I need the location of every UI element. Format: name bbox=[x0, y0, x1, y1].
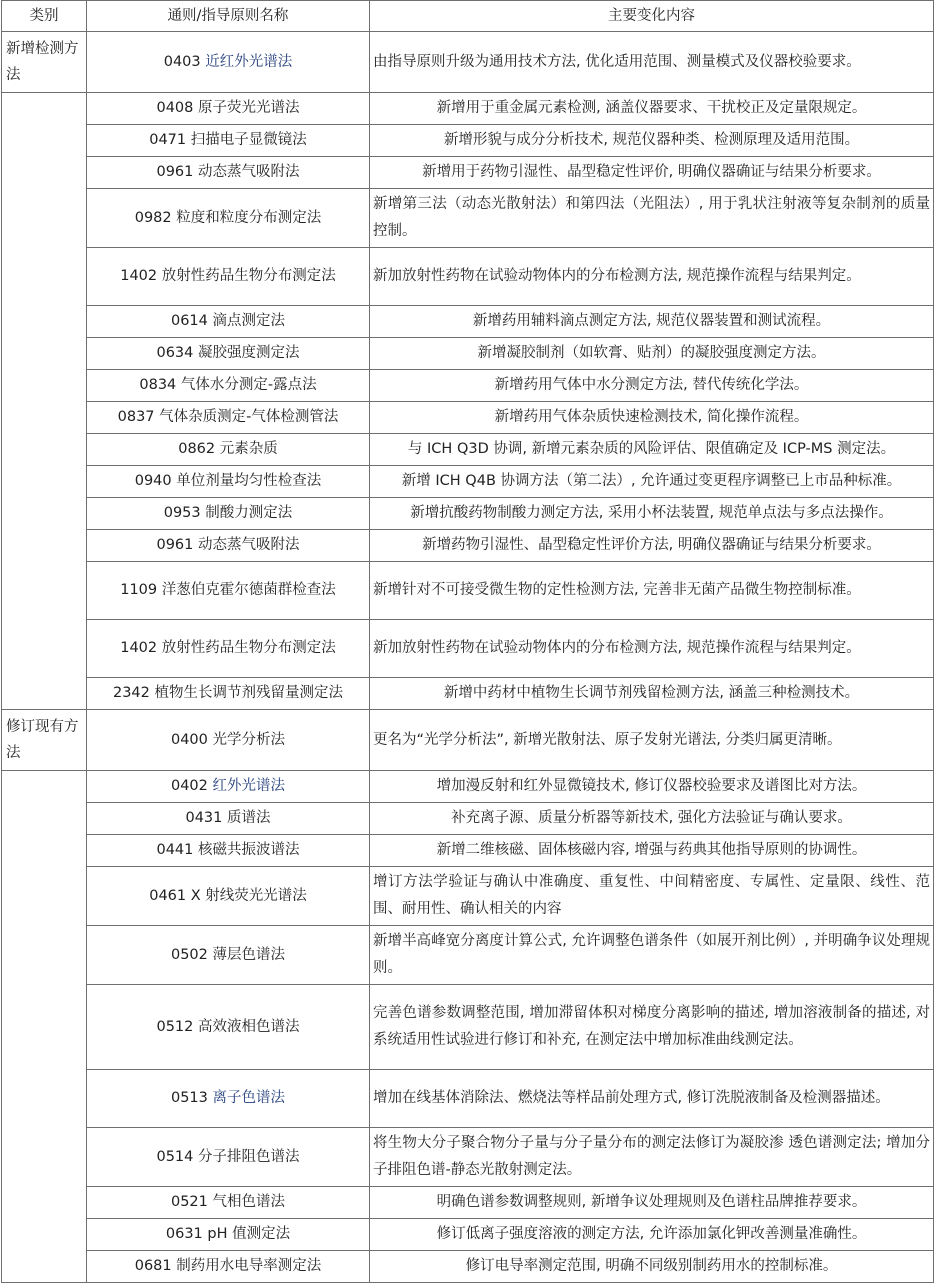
guideline-code: 0431 bbox=[185, 810, 223, 826]
guideline-code: 1109 bbox=[120, 582, 158, 598]
table-row bbox=[2, 562, 934, 620]
table-row bbox=[2, 620, 934, 678]
table-row bbox=[2, 498, 934, 530]
guideline-code: 0461 bbox=[149, 887, 187, 904]
table-row bbox=[2, 157, 934, 189]
change-description: 更名为“光学分析法”, 新增光散射法、原子发射光谱法, 分类归属更清晰。 bbox=[370, 710, 934, 771]
guideline-name-cell bbox=[87, 678, 370, 710]
change-description: 新增第三法（动态光散射法）和第四法（光阻法）, 用于乳状注射液等复杂制剂的质量控制。 bbox=[370, 189, 934, 248]
guideline-name-cell bbox=[87, 710, 370, 771]
guideline-code: 0982 bbox=[134, 209, 172, 226]
guideline-title: 放射性药品生物分布测定法 bbox=[161, 640, 336, 656]
header-category: 类别 bbox=[2, 1, 87, 32]
guideline-title: 气体杂质测定-气体检测管法 bbox=[159, 409, 339, 425]
change-description: 新增药用气体中水分测定方法, 替代传统化学法。 bbox=[370, 370, 934, 402]
guideline-name-cell bbox=[87, 1251, 370, 1283]
guideline-name-cell bbox=[87, 926, 370, 985]
guideline-name-cell bbox=[87, 466, 370, 498]
table-row bbox=[2, 985, 934, 1070]
guideline-title: 气相色谱法 bbox=[212, 1194, 285, 1210]
change-description: 新增抗酸药物制酸力测定方法, 采用小杯法装置, 规范单点法与多点法操作。 bbox=[370, 498, 934, 530]
guideline-code: 0631 bbox=[165, 1226, 203, 1242]
guideline-name-cell bbox=[87, 248, 370, 306]
change-description: 将生物大分子聚合物分子量与分子量分布的测定法修订为凝胶渗 透色谱测定法; 增加分子排阻色谱-静态光散射测定法。 bbox=[370, 1128, 934, 1187]
guideline-title: 动态蒸气吸附法 bbox=[198, 164, 300, 180]
table-row bbox=[2, 93, 934, 125]
guideline-name-cell bbox=[87, 620, 370, 678]
change-description: 明确色谱参数调整规则, 新增争议处理规则及色谱柱品牌推荐要求。 bbox=[370, 1187, 934, 1219]
guideline-title: 粒度和粒度分布测定法 bbox=[176, 209, 322, 226]
guideline-code: 0862 bbox=[178, 441, 216, 457]
table-row bbox=[2, 803, 934, 835]
guideline-title: 气体水分测定-露点法 bbox=[180, 377, 317, 393]
table-row bbox=[2, 370, 934, 402]
guideline-code: 0403 bbox=[163, 53, 201, 70]
guideline-title: X 射线荧光光谱法 bbox=[190, 887, 307, 904]
guideline-name-cell bbox=[87, 985, 370, 1070]
change-description: 新增凝胶制剂（如软膏、贴剂）的凝胶强度测定方法。 bbox=[370, 338, 934, 370]
change-description: 新增 ICH Q4B 协调方法（第二法）, 允许通过变更程序调整已上市品种标准。 bbox=[370, 466, 934, 498]
change-description: 由指导原则升级为通用技术方法, 优化适用范围、测量模式及仪器校验要求。 bbox=[370, 32, 934, 93]
guideline-title: 薄层色谱法 bbox=[212, 946, 285, 963]
guideline-title: 放射性药品生物分布测定法 bbox=[161, 268, 336, 284]
change-description: 新增用于重金属元素检测, 涵盖仪器要求、干扰校正及定量限规定。 bbox=[370, 93, 934, 125]
change-description: 完善色谱参数调整范围, 增加滞留体积对梯度分离影响的描述, 增加溶液制备的描述, 对系统适用性试验进行修订和补充, 在测定法中增加标准曲线测定法。 bbox=[370, 985, 934, 1070]
guideline-title: 核磁共振波谱法 bbox=[198, 842, 300, 858]
guideline-code: 0514 bbox=[156, 1148, 194, 1165]
guideline-name-cell bbox=[87, 338, 370, 370]
guideline-name-cell bbox=[87, 530, 370, 562]
guideline-name-cell bbox=[87, 32, 370, 93]
guideline-code: 2342 bbox=[112, 685, 150, 701]
guideline-name-cell bbox=[87, 306, 370, 338]
change-description: 新增药用气体杂质快速检测技术, 简化操作流程。 bbox=[370, 402, 934, 434]
guideline-name-cell bbox=[87, 498, 370, 530]
guideline-name-cell bbox=[87, 562, 370, 620]
guideline-name-cell bbox=[87, 434, 370, 466]
guideline-name-cell bbox=[87, 1219, 370, 1251]
table-row bbox=[2, 530, 934, 562]
change-description: 修订低离子强度溶液的测定方法, 允许添加氯化钾改善测量准确性。 bbox=[370, 1219, 934, 1251]
change-description: 新增形貌与成分分析技术, 规范仪器种类、检测原理及适用范围。 bbox=[370, 125, 934, 157]
table-row bbox=[2, 338, 934, 370]
guideline-title: 质谱法 bbox=[227, 810, 271, 826]
guideline-name-cell bbox=[87, 1187, 370, 1219]
table-body bbox=[2, 32, 934, 1283]
guideline-code: 0614 bbox=[170, 313, 208, 329]
category-cell-spacer bbox=[2, 771, 87, 1283]
guideline-name-cell bbox=[87, 771, 370, 803]
change-description: 新增中药材中植物生长调节剂残留检测方法, 涵盖三种检测技术。 bbox=[370, 678, 934, 710]
guideline-code: 0471 bbox=[149, 132, 187, 148]
change-description: 新增半高峰宽分离度计算公式, 允许调整色谱条件（如展开剂比例）, 并明确争议处理规则。 bbox=[370, 926, 934, 985]
table-row bbox=[2, 926, 934, 985]
guideline-code: 0408 bbox=[156, 100, 194, 116]
category-cell-spacer bbox=[2, 93, 87, 710]
table-row bbox=[2, 32, 934, 93]
header-name: 通则/指导原则名称 bbox=[87, 1, 370, 32]
table-row bbox=[2, 771, 934, 803]
guideline-code: 0837 bbox=[117, 409, 155, 425]
guideline-name-cell bbox=[87, 125, 370, 157]
guideline-title: 原子荧光光谱法 bbox=[198, 100, 300, 116]
table-row bbox=[2, 867, 934, 926]
table-row bbox=[2, 710, 934, 771]
category-cell: 修订现有方法 bbox=[2, 710, 87, 771]
guideline-name-cell bbox=[87, 867, 370, 926]
guideline-code: 0502 bbox=[170, 946, 208, 963]
guideline-name-cell bbox=[87, 803, 370, 835]
guideline-title[interactable]: 近红外光谱法 bbox=[205, 53, 293, 70]
change-description: 新增药用辅料滴点测定方法, 规范仪器装置和测试流程。 bbox=[370, 306, 934, 338]
guideline-code: 0961 bbox=[156, 164, 194, 180]
guideline-code: 0402 bbox=[170, 778, 208, 794]
table-row bbox=[2, 1219, 934, 1251]
guideline-code: 0400 bbox=[170, 731, 208, 748]
guideline-code: 0513 bbox=[170, 1090, 208, 1106]
guideline-title: 扫描电子显微镜法 bbox=[190, 132, 307, 148]
guideline-code: 0634 bbox=[156, 345, 194, 361]
table-row bbox=[2, 466, 934, 498]
guideline-code: 0940 bbox=[134, 473, 172, 489]
category-cell: 新增检测方法 bbox=[2, 32, 87, 93]
change-description: 补充离子源、质量分析器等新技术, 强化方法验证与确认要求。 bbox=[370, 803, 934, 835]
table-row bbox=[2, 434, 934, 466]
guideline-title: 制药用水电导率测定法 bbox=[176, 1258, 322, 1274]
table-row bbox=[2, 678, 934, 710]
table-row bbox=[2, 189, 934, 248]
change-description: 新增用于药物引湿性、晶型稳定性评价, 明确仪器确证与结果分析要求。 bbox=[370, 157, 934, 189]
table-row bbox=[2, 835, 934, 867]
guideline-title[interactable]: 红外光谱法 bbox=[212, 778, 285, 794]
table-row bbox=[2, 1187, 934, 1219]
change-description: 新增针对不可接受微生物的定性检测方法, 完善非无菌产品微生物控制标准。 bbox=[370, 562, 934, 620]
guideline-name-cell bbox=[87, 157, 370, 189]
guideline-name-cell bbox=[87, 370, 370, 402]
guideline-title: pH 值测定法 bbox=[207, 1226, 291, 1242]
table-row bbox=[2, 402, 934, 434]
guideline-title: 制酸力测定法 bbox=[205, 505, 293, 521]
table-header-row bbox=[2, 1, 934, 32]
change-description: 新加放射性药物在试验动物体内的分布检测方法, 规范操作流程与结果判定。 bbox=[370, 248, 934, 306]
guideline-title: 分子排阻色谱法 bbox=[198, 1148, 300, 1165]
guideline-title: 洋葱伯克霍尔德菌群检查法 bbox=[161, 582, 336, 598]
change-description: 增加在线基体消除法、燃烧法等样品前处理方式, 修订洗脱液制备及检测器描述。 bbox=[370, 1070, 934, 1128]
guideline-title: 光学分析法 bbox=[212, 731, 285, 748]
guideline-code: 1402 bbox=[120, 268, 158, 284]
guideline-code: 0834 bbox=[139, 377, 177, 393]
guideline-code: 0681 bbox=[134, 1258, 172, 1274]
guideline-title: 高效液相色谱法 bbox=[198, 1018, 300, 1035]
change-description: 新增二维核磁、固体核磁内容, 增强与药典其他指导原则的协调性。 bbox=[370, 835, 934, 867]
guideline-title: 滴点测定法 bbox=[212, 313, 285, 329]
table-row bbox=[2, 125, 934, 157]
change-description: 增订方法学验证与确认中准确度、重复性、中间精密度、专属性、定量限、线性、范围、耐用性、确认相关的内容 bbox=[370, 867, 934, 926]
guideline-code: 0512 bbox=[156, 1018, 194, 1035]
guideline-title: 动态蒸气吸附法 bbox=[198, 537, 300, 553]
guideline-code: 0953 bbox=[163, 505, 201, 521]
table-row bbox=[2, 306, 934, 338]
change-description: 增加漫反射和红外显微镜技术, 修订仪器校验要求及谱图比对方法。 bbox=[370, 771, 934, 803]
table-row bbox=[2, 248, 934, 306]
header-change: 主要变化内容 bbox=[370, 1, 934, 32]
guideline-title: 凝胶强度测定法 bbox=[198, 345, 300, 361]
table-row bbox=[2, 1128, 934, 1187]
table-row bbox=[2, 1070, 934, 1128]
guideline-name-cell bbox=[87, 189, 370, 248]
guideline-code: 0521 bbox=[170, 1194, 208, 1210]
change-description: 新增药物引湿性、晶型稳定性评价方法, 明确仪器确证与结果分析要求。 bbox=[370, 530, 934, 562]
change-description: 新加放射性药物在试验动物体内的分布检测方法, 规范操作流程与结果判定。 bbox=[370, 620, 934, 678]
guideline-changes-table bbox=[1, 0, 934, 1283]
table-row bbox=[2, 1251, 934, 1283]
guideline-title: 单位剂量均匀性检查法 bbox=[176, 473, 322, 489]
guideline-name-cell bbox=[87, 835, 370, 867]
guideline-name-cell bbox=[87, 402, 370, 434]
change-description: 与 ICH Q3D 协调, 新增元素杂质的风险评估、限值确定及 ICP-MS 测定法。 bbox=[370, 434, 934, 466]
guideline-title: 元素杂质 bbox=[219, 441, 278, 457]
guideline-title[interactable]: 离子色谱法 bbox=[212, 1090, 285, 1106]
change-description: 修订电导率测定范围, 明确不同级别制药用水的控制标准。 bbox=[370, 1251, 934, 1283]
guideline-code: 0961 bbox=[156, 537, 194, 553]
guideline-name-cell bbox=[87, 1070, 370, 1128]
guideline-name-cell bbox=[87, 93, 370, 125]
guideline-code: 1402 bbox=[120, 640, 158, 656]
guideline-title: 植物生长调节剂残留量测定法 bbox=[154, 685, 343, 701]
guideline-name-cell bbox=[87, 1128, 370, 1187]
guideline-code: 0441 bbox=[156, 842, 194, 858]
